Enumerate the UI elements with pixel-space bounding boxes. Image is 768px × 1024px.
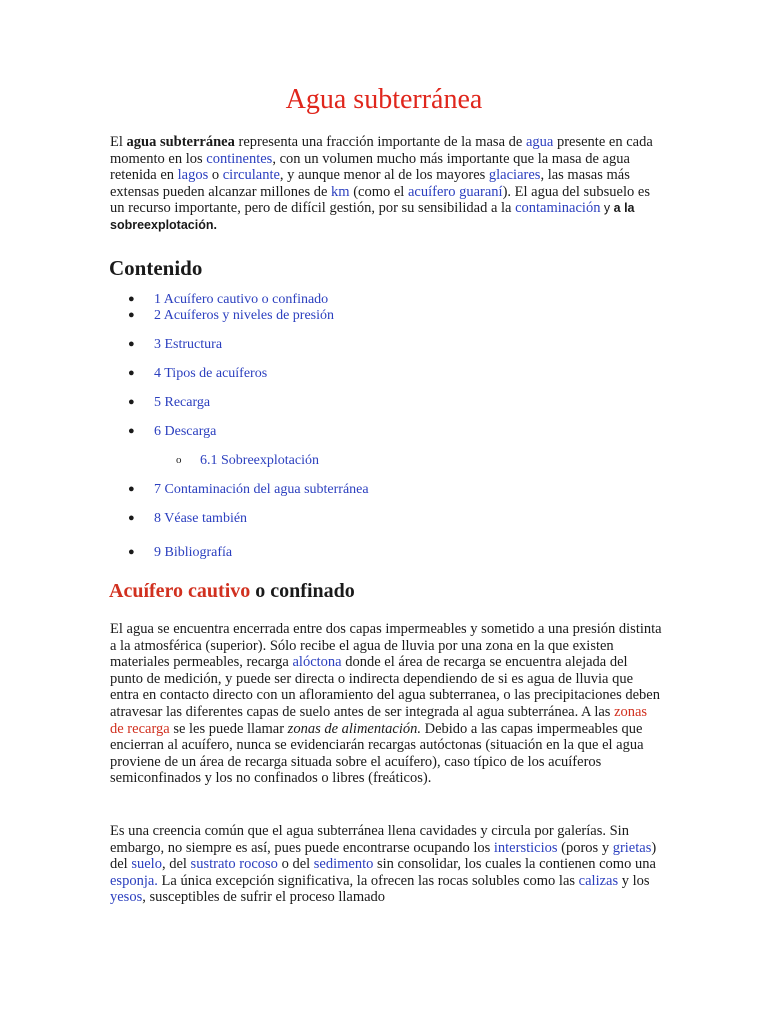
toc-link[interactable]: 1 Acuífero cautivo o confinado <box>154 292 329 307</box>
paragraph-text: se les puede llamar <box>169 720 288 737</box>
paragraph-text: donde el área de recarga se encuentra alejada del punto de medición, y puede ser directa o indirecta dependiendo de si es agua de lluvia que entra en contacto directo con un afloramiento del agua subterranea, o las precipitaciones deben atravesar las diferentes capas de suelo antes de ser integrada al agua subterránea. A las <box>110 654 660 720</box>
toc-item[interactable] <box>128 394 210 411</box>
paragraph-text: y los <box>618 872 650 889</box>
link-contaminacion[interactable]: contaminación <box>515 200 601 217</box>
bullet-icon: ● <box>128 309 135 321</box>
toc-link[interactable]: 6 Descarga <box>154 424 217 439</box>
paragraph-text: (poros y <box>557 839 613 856</box>
toc-item[interactable] <box>128 365 267 382</box>
link-sustrato-rocoso[interactable]: sustrato rocoso <box>190 856 278 873</box>
intro-text: o <box>208 167 223 184</box>
paragraph-text: La única excepción significativa, la ofrecen las rocas solubles como las <box>157 872 579 889</box>
toc-link[interactable]: 3 Estructura <box>154 337 223 352</box>
paragraph-text: Debido a las capas impermeables que encierran al acuífero, nunca se evidenciarán recargas autóctonas (situación en la que el agua proviene de un área de recarga situada sobre el acuífero), caso típico de los acuíferos semiconfinados y los no confinados o libres (freáticos). <box>110 720 644 787</box>
intro-text: y <box>600 201 614 216</box>
intro-text: , y aunque menor al de los mayores <box>279 167 489 184</box>
sub-bullet-icon: o <box>176 454 182 466</box>
toc-item[interactable] <box>128 291 328 308</box>
bullet-icon: ● <box>128 425 135 437</box>
link-sedimento[interactable]: sedimento <box>313 856 374 873</box>
paragraph-text: sin consolidar, los cuales la contienen como una <box>373 856 656 873</box>
link-yesos[interactable]: yesos <box>110 889 143 906</box>
link-continentes[interactable]: continentes <box>206 150 273 167</box>
toc-item[interactable] <box>128 544 232 561</box>
toc-item[interactable] <box>128 336 222 353</box>
link-grietas[interactable]: grietas <box>612 839 652 856</box>
toc-link[interactable]: 4 Tipos de acuíferos <box>154 366 268 381</box>
paragraph-text: ) del <box>110 839 657 873</box>
bullet-icon: ● <box>128 293 135 305</box>
link-lagos[interactable]: lagos <box>177 167 209 184</box>
intro-text: (como el <box>349 183 408 200</box>
paragraph-italic-text: zonas de alimentación. <box>287 720 421 737</box>
bullet-icon: ● <box>128 512 135 524</box>
toc-link[interactable]: 8 Véase también <box>154 511 248 526</box>
paragraph-text: o del <box>277 856 314 873</box>
paragraph-text: , susceptibles de sufrir el proceso llamado <box>142 889 386 906</box>
paragraph-text: El agua se encuentra encerrada entre dos capas impermeables y sometido a una presión distinta a la atmosférica (superior). Sólo recibe el agua de lluvia por una zona en la que existen materiales permeables, recarga <box>110 621 662 671</box>
contents-heading: Contenido <box>109 256 203 280</box>
page-title: Agua subterránea <box>285 84 483 115</box>
link-esponja[interactable]: esponja. <box>110 872 158 889</box>
section-paragraph <box>110 621 662 787</box>
section-heading <box>109 580 355 603</box>
link-acuifero-guarani[interactable]: acuífero guaraní <box>407 183 503 200</box>
toc-item[interactable] <box>128 423 216 440</box>
intro-text: , las masas más extensas pueden alcanzar millones de <box>110 167 630 200</box>
toc-item[interactable] <box>128 510 247 527</box>
intro-term: agua subterránea <box>126 134 235 150</box>
paragraph-text: Es una creencia común que el agua subterránea llena cavidades y circula por galerías. Sin embargo, no siempre es así, pues puede encontrarse ocupando los <box>110 823 629 856</box>
intro-text: , con un volumen mucho más importante que la masa de agua retenida en <box>110 150 630 184</box>
link-suelo[interactable]: suelo <box>131 856 162 873</box>
toc-link[interactable]: 7 Contaminación del agua subterránea <box>154 482 369 497</box>
link-calizas[interactable]: calizas <box>578 872 619 889</box>
toc-item[interactable] <box>128 481 369 498</box>
section-heading-link[interactable]: Acuífero cautivo <box>109 580 251 602</box>
bullet-icon: ● <box>128 546 135 558</box>
bullet-icon: ● <box>128 483 135 495</box>
intro-text: El <box>110 134 127 150</box>
toc-item[interactable] <box>128 307 334 324</box>
link-aloctona[interactable]: alóctona <box>292 654 342 671</box>
toc-link[interactable]: 5 Recarga <box>154 395 211 410</box>
intro-text: a la sobreexplotación. <box>110 201 635 232</box>
bullet-icon: ● <box>128 338 135 350</box>
section-heading-text: o confinado <box>250 580 355 602</box>
link-zonas-de-recarga[interactable]: zonas de recarga <box>110 703 648 737</box>
paragraph-text: , del <box>161 856 191 873</box>
link-circulante[interactable]: circulante <box>222 167 280 184</box>
link-glaciares[interactable]: glaciares <box>488 167 541 184</box>
bullet-icon: ● <box>128 396 135 408</box>
toc-link[interactable]: 6.1 Sobreexplotación <box>200 453 319 468</box>
toc-subitem[interactable] <box>176 452 319 469</box>
intro-text: ). El agua del subsuelo es un recurso importante, pero de difícil gestión, por su sensibilidad a la <box>110 183 650 217</box>
bullet-icon: ● <box>128 367 135 379</box>
link-intersticios[interactable]: intersticios <box>493 839 558 856</box>
intro-text: presente en cada momento en los <box>110 134 653 167</box>
link-agua[interactable]: agua <box>525 134 554 150</box>
intro-text: representa una fracción importante de la masa de <box>234 134 526 150</box>
link-km[interactable]: km <box>331 183 350 200</box>
section-paragraph <box>110 823 662 906</box>
intro-paragraph <box>110 134 662 234</box>
toc-link[interactable]: 9 Bibliografía <box>154 545 233 560</box>
toc-link[interactable]: 2 Acuíferos y niveles de presión <box>154 308 335 323</box>
